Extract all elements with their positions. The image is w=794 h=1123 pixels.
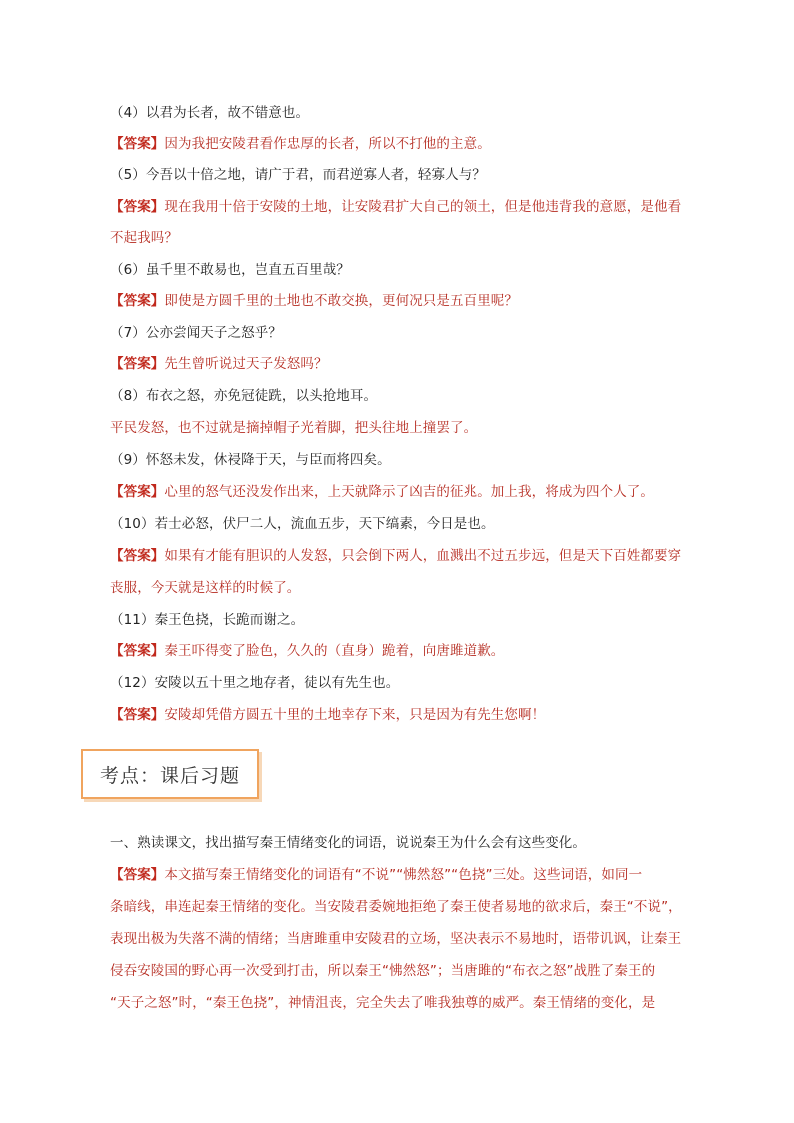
answer-line [110,354,710,374]
exercise-answer-line [110,865,710,885]
question-line: （11）秦王色挠，长跪而谢之。 [110,612,305,628]
answer-line [110,134,710,154]
answer-text: 心里的怒气还没发作出来，上天就降示了凶吉的征兆。加上我，将成为四个人了。 [164,484,655,500]
answer-line-plain: 平民发怒，也不过就是摘掉帽子光着脚，把头往地上撞罢了。 [110,420,478,436]
answer-text: 秦王吓得变了脸色，久久的（直身）跪着，向唐雎道歉。 [164,643,505,659]
answer-tag: 【答案】 [110,293,165,309]
question-line: （8）布衣之怒，亦免冠徒跣，以头抢地耳。 [110,388,378,404]
question-line: （7）公亦尝闻天子之怒乎？ [110,325,282,341]
answer-tag: 【答案】 [110,707,165,723]
question-line: （4）以君为长者，故不错意也。 [110,105,310,121]
answer-line [110,482,710,502]
answer-line [110,641,710,661]
answer-tag: 【答案】 [110,136,165,152]
section-title: 考点：课后习题 [81,749,259,799]
exercise-answer-line: 条暗线，串连起秦王情绪的变化。当安陵君委婉地拒绝了秦王使者易地的欲求后，秦王“不说”， [110,899,682,915]
answer-text: 先生曾听说过天子发怒吗？ [164,356,328,372]
exercise-question: 一、熟读课文，找出描写秦王情绪变化的词语，说说秦王为什么会有这些变化。 [110,835,586,851]
answer-text: 即使是方圆千里的土地也不敢交换，更何况只是五百里呢？ [164,293,519,309]
answer-line [110,291,710,311]
answer-text: 因为我把安陵君看作忠厚的长者，所以不打他的主意。 [164,136,491,152]
answer-tag: 【答案】 [110,199,165,215]
exercise-answer-line: 表现出极为失落不满的情绪；当唐雎重申安陵君的立场，坚决表示不易地时，语带讥讽，让秦王 [110,931,682,947]
answer-tag: 【答案】 [110,484,165,500]
answer-tag: 【答案】 [110,867,165,883]
answer-line [110,546,710,566]
answer-tag: 【答案】 [110,643,165,659]
answer-line [110,197,710,217]
answer-line-continued: 不起我吗？ [110,230,178,246]
answer-text: 安陵却凭借方圆五十里的土地幸存下来，只是因为有先生您啊！ [164,707,546,723]
answer-tag: 【答案】 [110,548,165,564]
answer-text: 如果有才能有胆识的人发怒，只会倒下两人，血溅出不过五步远，但是天下百姓都要穿 [164,548,682,564]
answer-line-continued: 丧服，今天就是这样的时候了。 [110,580,301,596]
answer-tag: 【答案】 [110,356,165,372]
question-line: （9）怀怒未发，休祲降于天，与臣而将四矣。 [110,452,391,468]
exercise-answer-line: “天子之怒”时，“秦王色挠”，神情沮丧，完全失去了唯我独尊的威严。秦王情绪的变化，是 [110,995,656,1011]
exercise-answer-line: 侵吞安陵国的野心再一次受到打击，所以秦王“怫然怒”；当唐雎的“布衣之怒”战胜了秦王的 [110,963,656,979]
question-line: （5）今吾以十倍之地，请广于君，而君逆寡人者，轻寡人与？ [110,167,486,183]
question-line: （12）安陵以五十里之地存者，徒以有先生也。 [110,675,400,691]
question-line: （10）若士必怒，伏尸二人，流血五步，天下缟素，今日是也。 [110,516,495,532]
answer-text: 本文描写秦王情绪变化的词语有“不说”“怫然怒”“色挠”三处。这些词语，如同一 [164,867,643,883]
answer-text: 现在我用十倍于安陵的土地，让安陵君扩大自己的领土，但是他违背我的意愿，是他看 [164,199,682,215]
answer-line [110,705,710,725]
question-line: （6）虽千里不敢易也，岂直五百里哉？ [110,262,350,278]
